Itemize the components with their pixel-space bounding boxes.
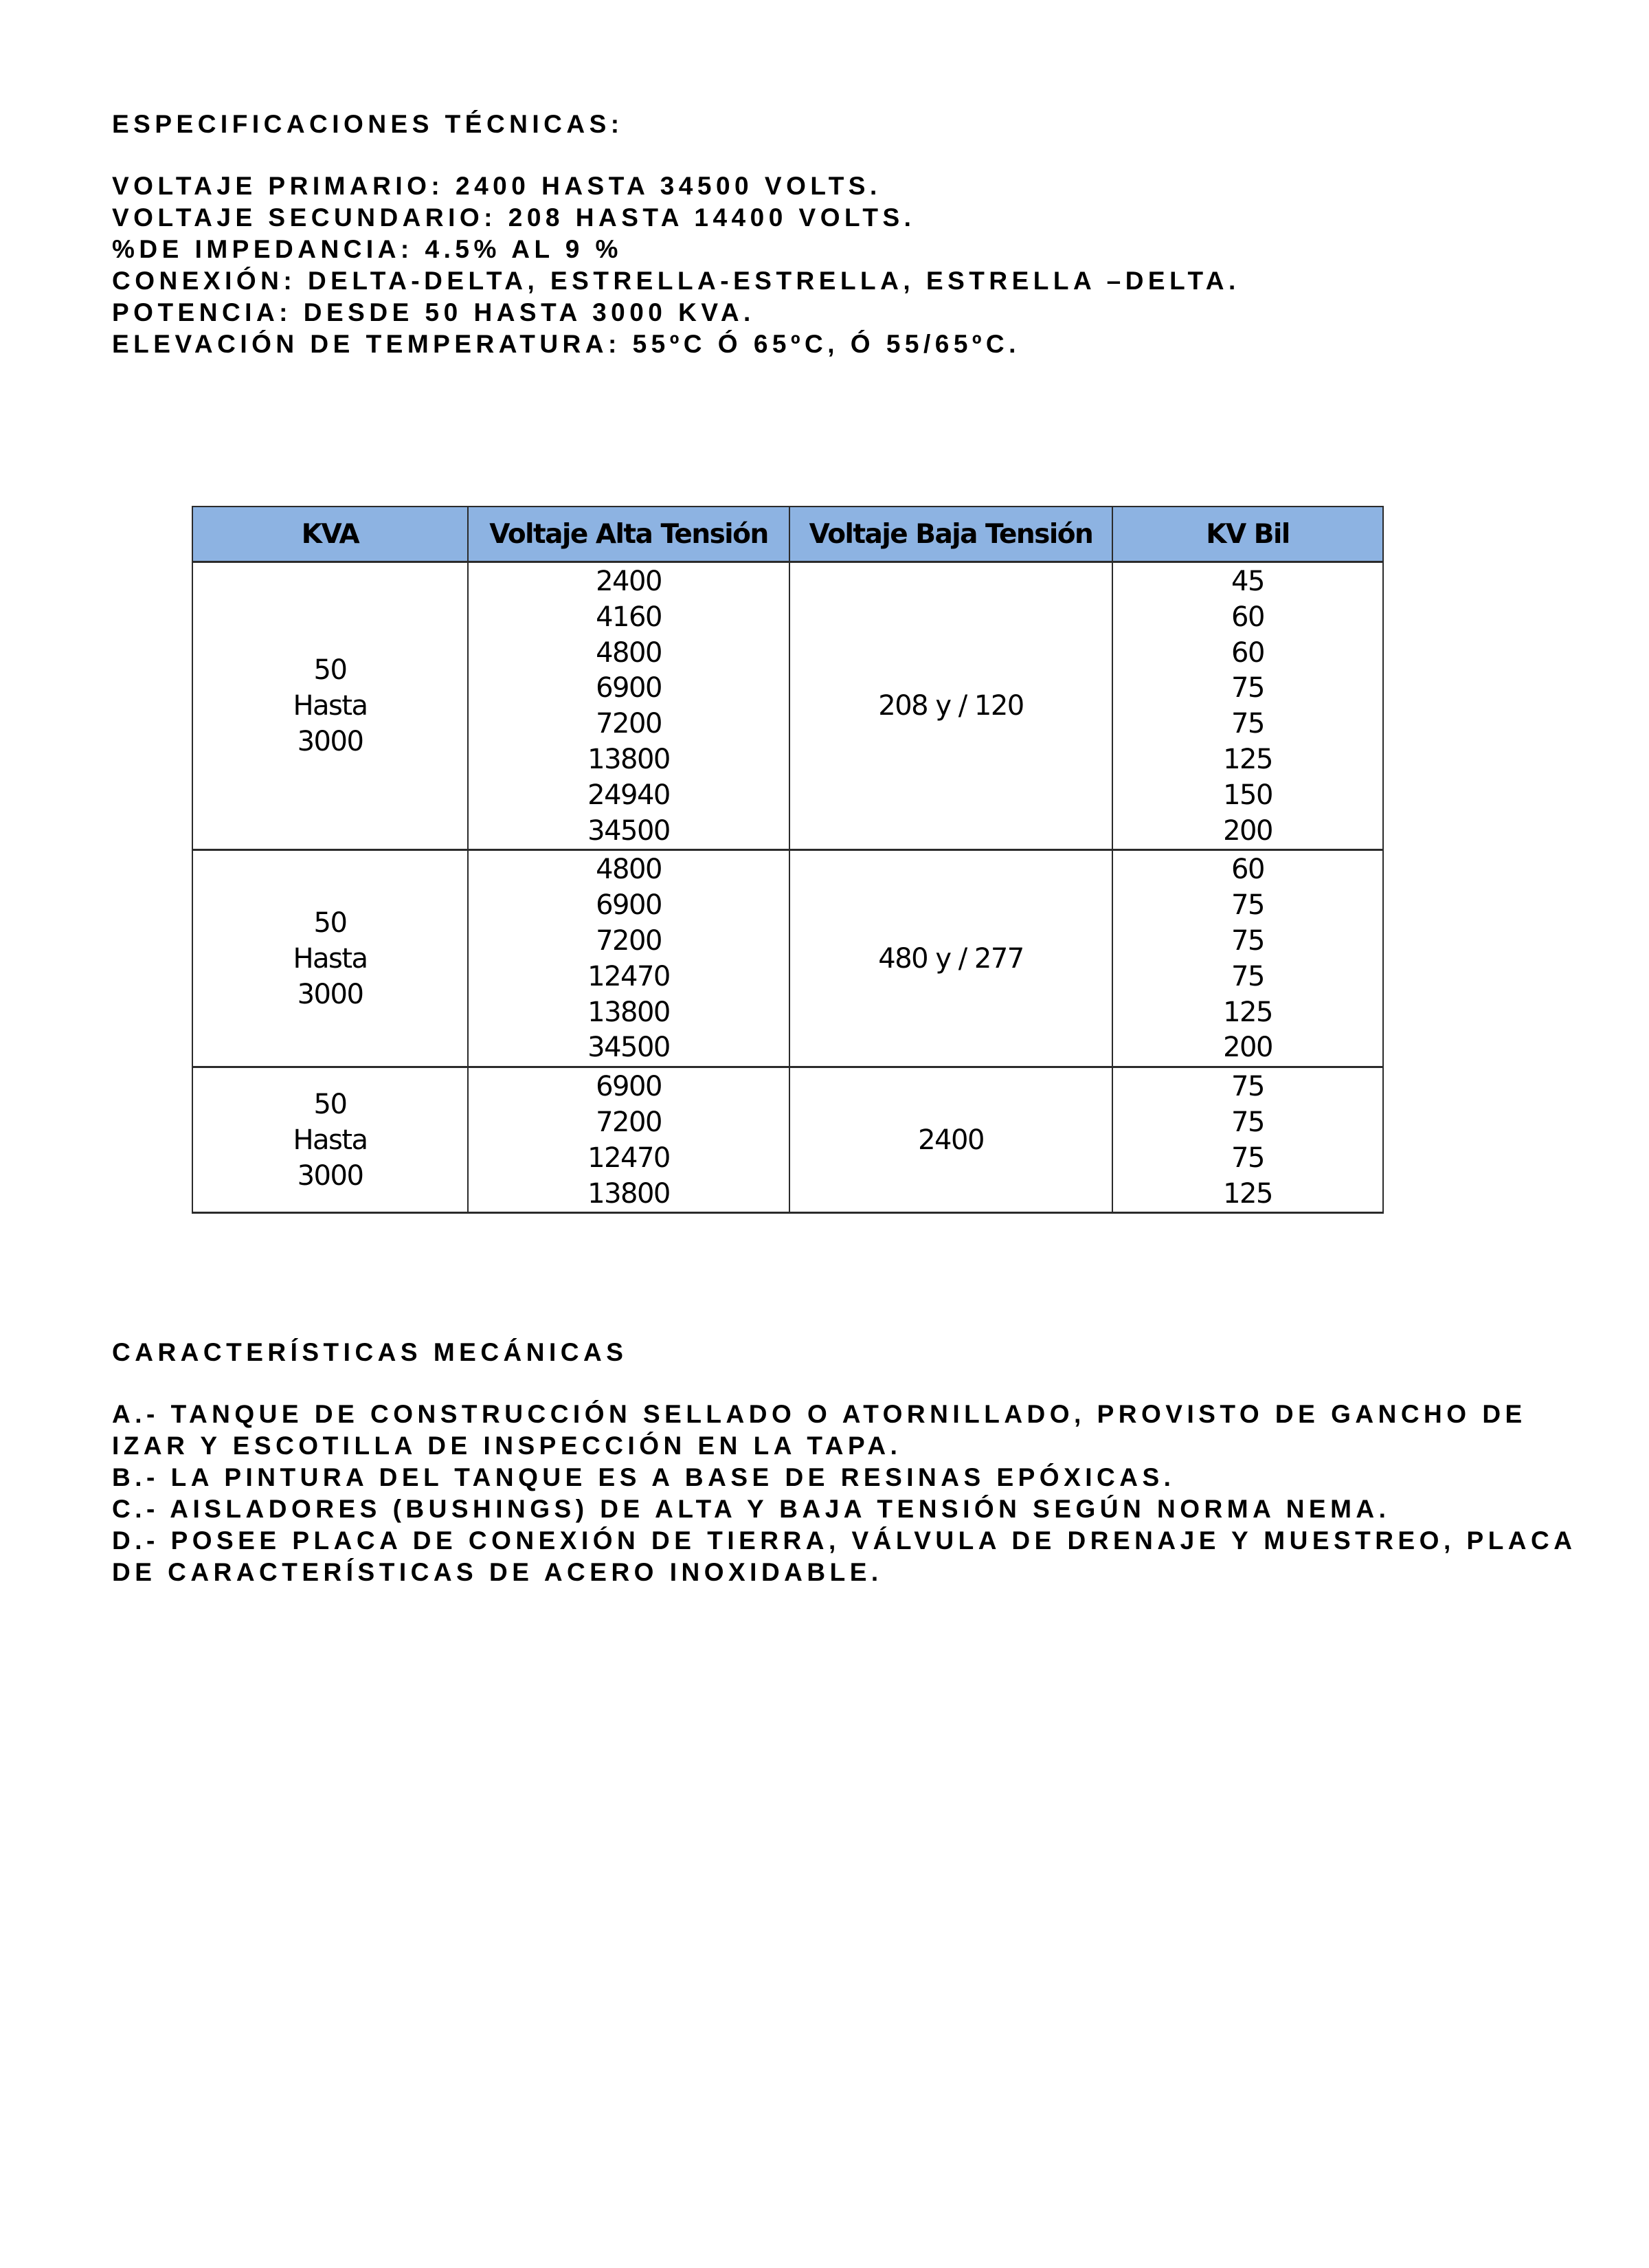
- high-voltage-list: 2400 4160 4800 6900 7200 13800 24940 34500: [468, 562, 789, 850]
- spec-power: POTENCIA: DESDE 50 HASTA 3000 KVA.: [112, 298, 755, 326]
- technical-specifications: [112, 109, 1240, 360]
- spec-primary-voltage: VOLTAJE PRIMARIO: 2400 HASTA 34500 VOLTS.: [112, 172, 882, 200]
- table-row: [192, 1067, 1383, 1213]
- table-row: [192, 562, 1383, 850]
- kva-range-cell: 50 Hasta 3000: [192, 850, 468, 1067]
- table-header-row: [192, 507, 1383, 562]
- kva-range-cell: 50 Hasta 3000: [192, 1067, 468, 1213]
- high-voltage-list: 4800 6900 7200 12470 13800 34500: [468, 850, 789, 1067]
- kva-range-cell: 50 Hasta 3000: [192, 562, 468, 850]
- kv-bil-list: 60 75 75 75 125 200: [1112, 850, 1383, 1067]
- header-low-voltage: Voltaje Baja Tensión: [789, 507, 1112, 562]
- mechanical-item-b: B.- LA PINTURA DEL TANQUE ES A BASE DE RESINAS EPÓXICAS.: [112, 1463, 1176, 1491]
- header-kv-bil: KV Bil: [1112, 507, 1383, 562]
- voltage-spec-table: [192, 506, 1384, 1214]
- mechanical-item-d-line2: DE CARACTERÍSTICAS DE ACERO INOXIDABLE.: [112, 1558, 883, 1586]
- high-voltage-list: 6900 7200 12470 13800: [468, 1067, 789, 1213]
- spec-temperature-rise: ELEVACIÓN DE TEMPERATURA: 55ºC Ó 65ºC, Ó 55/65ºC.: [112, 330, 1020, 358]
- low-voltage-cell: 2400: [789, 1067, 1112, 1213]
- spec-impedance: %DE IMPEDANCIA: 4.5% AL 9 %: [112, 235, 622, 263]
- header-high-voltage: Voltaje Alta Tensión: [468, 507, 789, 562]
- kv-bil-list: 45 60 60 75 75 125 150 200: [1112, 562, 1383, 850]
- low-voltage-cell: 480 y / 277: [789, 850, 1112, 1067]
- spec-secondary-voltage: VOLTAJE SECUNDARIO: 208 HASTA 14400 VOLTS.: [112, 203, 916, 232]
- specs-heading: ESPECIFICACIONES TÉCNICAS:: [112, 110, 624, 138]
- mechanical-item-c: C.- AISLADORES (BUSHINGS) DE ALTA Y BAJA TENSIÓN SEGÚN NORMA NEMA.: [112, 1495, 1391, 1523]
- table-row: [192, 850, 1383, 1067]
- header-kva: KVA: [192, 507, 468, 562]
- spec-connection: CONEXIÓN: DELTA-DELTA, ESTRELLA-ESTRELLA, ESTRELLA –DELTA.: [112, 267, 1240, 295]
- mechanical-item-a-line1: A.- TANQUE DE CONSTRUCCIÓN SELLADO O ATORNILLADO, PROVISTO DE GANCHO DE: [112, 1400, 1527, 1428]
- mechanical-item-d-line1: D.- POSEE PLACA DE CONEXIÓN DE TIERRA, VÁLVULA DE DRENAJE Y MUESTREO, PLACA: [112, 1526, 1577, 1555]
- mechanical-characteristics: [112, 1337, 1576, 1588]
- kv-bil-list: 75 75 75 125: [1112, 1067, 1383, 1213]
- mechanical-heading: CARACTERÍSTICAS MECÁNICAS: [112, 1338, 628, 1366]
- low-voltage-cell: 208 y / 120: [789, 562, 1112, 850]
- mechanical-item-a-line2: IZAR Y ESCOTILLA DE INSPECCIÓN EN LA TAPA.: [112, 1432, 902, 1460]
